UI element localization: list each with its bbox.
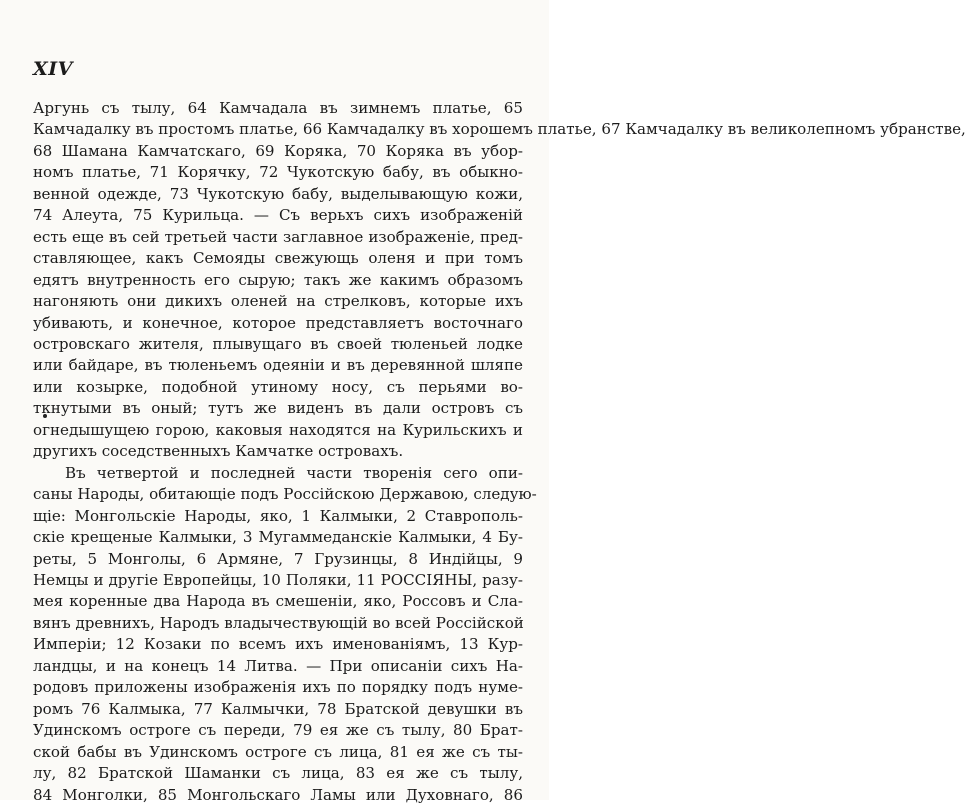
text-line-6: 74 Алеута, 75 Курильца. — Съ верьхъ сихъ изображенiй bbox=[33, 206, 523, 225]
text-line-23: Немцы и другiе Европейцы, 10 Поляки, 11 РОССIЯНЫ, разу- bbox=[33, 570, 523, 589]
text-line-33: 84 Монголки, 85 Монгольскаго Ламы или Духовнаго, 86 bbox=[33, 785, 523, 804]
text-line-31: ской бабы въ Удинскомъ остроге съ лица, 81 ея же съ ты- bbox=[33, 742, 523, 761]
text-line-12: островскаго жителя, плывущаго въ своей тюленьей лодке bbox=[33, 334, 523, 353]
text-line-25: вянъ древнихъ, Народъ владычествующiй во всей Россiйской bbox=[33, 613, 524, 632]
text-line-18: Въ четвертой и последней части творенiя сего опи- bbox=[65, 463, 523, 482]
text-line-8: ставляющее, какъ Семояды свежующь оленя и при томъ bbox=[33, 249, 523, 268]
text-line-4: номъ платье, 71 Корячку, 72 Чукотскую бабу, въ обыкно- bbox=[33, 163, 523, 182]
text-line-11: убивають, и конечное, которое представляетъ восточнаго bbox=[33, 313, 523, 332]
text-line-9: едятъ внутренность его сырую; такъ же какимъ образомъ bbox=[33, 270, 523, 289]
text-line-13: или байдаре, въ тюленьемъ одеянiи и въ деревянной шляпе bbox=[33, 356, 523, 375]
text-line-14: или козырке, подобной утиному носу, съ перьями во- bbox=[33, 377, 523, 396]
text-line-27: ландцы, и на конецъ 14 Литва. — При описанiи сихъ На- bbox=[33, 656, 523, 675]
text-line-5: венной одежде, 73 Чукотскую бабу, выделывающую кожи, bbox=[33, 184, 523, 203]
text-line-30: Удинскомъ остроге съ переди, 79 ея же съ тылу, 80 Брат- bbox=[33, 721, 523, 740]
main-text bbox=[33, 98, 966, 806]
text-line-17: другихъ соседственныхъ Камчатке островахъ. bbox=[33, 442, 404, 461]
text-line-29: ромъ 76 Калмыка, 77 Калмычки, 78 Братской девушки въ bbox=[33, 699, 523, 718]
text-line-1: Аргунь съ тылу, 64 Камчадала въ зимнемъ платье, 65 bbox=[33, 99, 523, 117]
text-line-16: огнедышущею горою, каковыя находятся на Курильскихъ и bbox=[33, 420, 523, 439]
text-line-10: нагоняють они дикихъ оленей на стрелковъ, которые ихъ bbox=[33, 292, 523, 311]
text-line-21: скiе крещеные Калмыки, 3 Мугаммеданскiе Калмыки, 4 Бу- bbox=[33, 528, 523, 547]
text-line-32: лу, 82 Братской Шаманки съ лица, 83 ея же съ тылу, bbox=[33, 764, 523, 783]
text-line-24: мея коренные два Народа въ смешенiи, яко, Россовъ и Сла- bbox=[33, 592, 523, 611]
page-number: XIV bbox=[33, 58, 73, 80]
text-line-15: ткнутыми въ оный; тутъ же виденъ въ дали островъ съ bbox=[33, 399, 523, 418]
text-line-26: Имперiи; 12 Козаки по всемъ ихъ именованiямъ, 13 Кур- bbox=[33, 635, 523, 654]
text-line-28: родовъ приложены изображенiя ихъ по порядку подъ нуме- bbox=[33, 678, 523, 697]
text-line-3: 68 Шамана Камчатскаго, 69 Коряка, 70 Коряка въ убор- bbox=[33, 141, 523, 160]
text-line-7: есть еще въ сей третьей части заглавное изображенiе, пред- bbox=[33, 227, 523, 246]
text-line-19: саны Народы, обитающiе подъ Россiйскою Державою, следую- bbox=[33, 485, 537, 504]
text-line-2: Камчадалку въ простомъ платье, 66 Камчадалку въ хорошемъ платье, 67 Камчадалку въ великолепномъ убранстве, bbox=[33, 120, 966, 139]
text-line-22: реты, 5 Монголы, 6 Армяне, 7 Грузинцы, 8 Индiйцы, 9 bbox=[33, 549, 523, 568]
text-line-20: щiе: Монгольскiе Народы, яко, 1 Калмыки, 2 Ставрополь- bbox=[33, 506, 523, 525]
